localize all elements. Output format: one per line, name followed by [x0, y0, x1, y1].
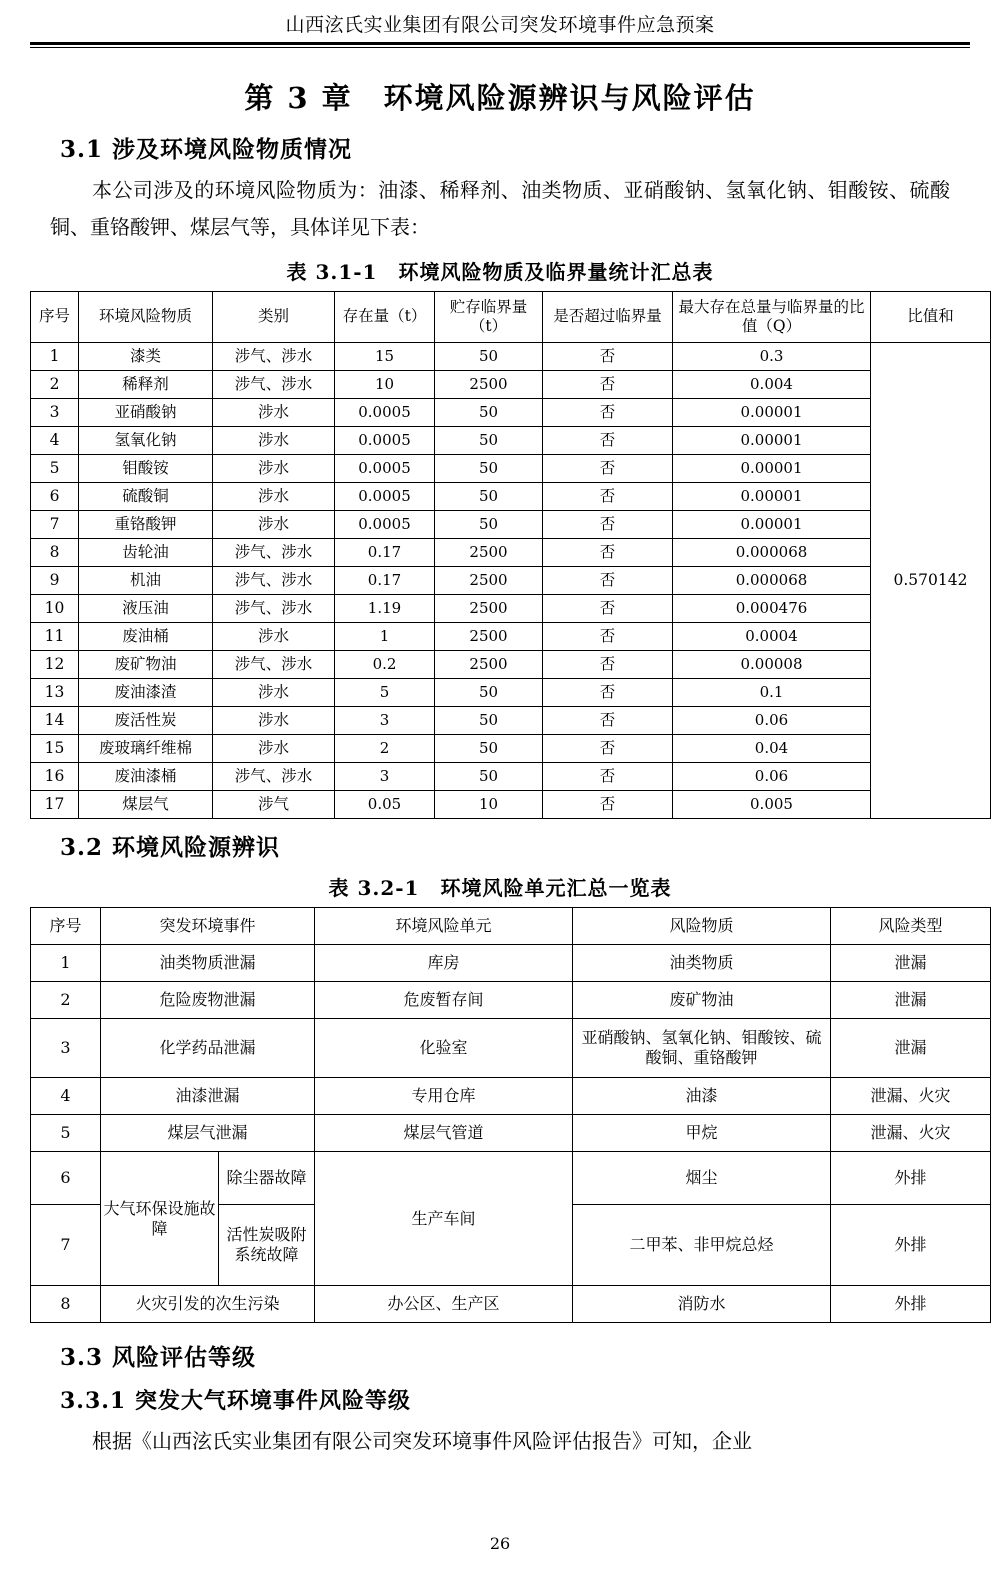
cell-amount: 3 — [335, 707, 435, 735]
col-header-category: 类别 — [213, 292, 335, 343]
cell-amount: 1.19 — [335, 595, 435, 623]
cell-substance: 齿轮油 — [79, 539, 213, 567]
cell-amount: 15 — [335, 343, 435, 371]
cell-no: 1 — [31, 945, 101, 982]
cell-category: 涉水 — [213, 427, 335, 455]
cell-event: 油类物质泄漏 — [101, 945, 315, 982]
risk-substance-table — [30, 291, 991, 819]
cell-q: 0.06 — [673, 707, 871, 735]
cell-amount: 0.17 — [335, 567, 435, 595]
cell-substance: 机油 — [79, 567, 213, 595]
cell-exceed: 否 — [543, 763, 673, 791]
table-row — [31, 539, 991, 567]
cell-type: 泄漏、火灾 — [831, 1078, 991, 1115]
col-header-q: 最大存在总量与临界量的比值（Q） — [673, 292, 871, 343]
col-header-amount: 存在量（t） — [335, 292, 435, 343]
cell-substance: 亚硝酸钠 — [79, 399, 213, 427]
cell-no: 1 — [31, 343, 79, 371]
cell-substance: 稀释剂 — [79, 371, 213, 399]
cell-unit: 专用仓库 — [315, 1078, 573, 1115]
cell-amount: 0.05 — [335, 791, 435, 819]
cell-no: 4 — [31, 427, 79, 455]
table-3-2-1-caption: 表 3.2-1 环境风险单元汇总一览表 — [328, 876, 672, 900]
cell-threshold: 50 — [435, 343, 543, 371]
cell-q: 0.000068 — [673, 539, 871, 567]
cell-no: 7 — [31, 511, 79, 539]
table-row — [31, 483, 991, 511]
table-row — [31, 735, 991, 763]
col-header-unit: 环境风险单元 — [315, 908, 573, 945]
cell-q: 0.00001 — [673, 399, 871, 427]
cell-type: 泄漏 — [831, 982, 991, 1019]
cell-exceed: 否 — [543, 735, 673, 763]
cell-category: 涉水 — [213, 483, 335, 511]
cell-unit: 办公区、生产区 — [315, 1286, 573, 1323]
cell-category: 涉气、涉水 — [213, 539, 335, 567]
cell-substance: 重铬酸钾 — [79, 511, 213, 539]
cell-type: 外排 — [831, 1205, 991, 1286]
cell-substance: 氢氧化钠 — [79, 427, 213, 455]
table-row — [31, 651, 991, 679]
header-divider — [30, 42, 970, 48]
cell-q: 0.00001 — [673, 483, 871, 511]
cell-threshold: 50 — [435, 399, 543, 427]
cell-threshold: 50 — [435, 511, 543, 539]
cell-category: 涉水 — [213, 679, 335, 707]
section-3-3-1-title: 3.3.1 突发大气环境事件风险等级 — [60, 1388, 411, 1414]
cell-threshold: 2500 — [435, 539, 543, 567]
cell-no: 5 — [31, 455, 79, 483]
cell-type: 泄漏 — [831, 945, 991, 982]
cell-exceed: 否 — [543, 539, 673, 567]
cell-exceed: 否 — [543, 343, 673, 371]
cell-threshold: 50 — [435, 427, 543, 455]
cell-sub-event: 除尘器故障 — [219, 1152, 315, 1205]
table-header-row — [31, 908, 991, 945]
table-3-1-1-caption: 表 3.1-1 环境风险物质及临界量统计汇总表 — [286, 260, 714, 284]
cell-event: 化学药品泄漏 — [101, 1019, 315, 1078]
chapter-title: 第 3 章 环境风险源辨识与风险评估 — [244, 81, 756, 115]
table-row — [31, 945, 991, 982]
cell-exceed: 否 — [543, 651, 673, 679]
section-3-3-1-paragraph: 根据《山西泫氏实业集团有限公司突发环境事件风险评估报告》可知，企业 — [92, 1429, 752, 1453]
cell-category: 涉气 — [213, 791, 335, 819]
cell-exceed: 否 — [543, 483, 673, 511]
col-header-substance: 环境风险物质 — [79, 292, 213, 343]
cell-substance: 亚硝酸钠、氢氧化钠、钼酸铵、硫酸铜、重铬酸钾 — [573, 1019, 831, 1078]
cell-event: 油漆泄漏 — [101, 1078, 315, 1115]
cell-substance: 二甲苯、非甲烷总烃 — [573, 1205, 831, 1286]
col-header-event: 突发环境事件 — [101, 908, 315, 945]
cell-category: 涉水 — [213, 399, 335, 427]
table-row — [31, 595, 991, 623]
cell-category: 涉气、涉水 — [213, 595, 335, 623]
cell-type: 外排 — [831, 1286, 991, 1323]
cell-substance: 漆类 — [79, 343, 213, 371]
table-row — [31, 1286, 991, 1323]
cell-type: 外排 — [831, 1152, 991, 1205]
cell-category: 涉气、涉水 — [213, 567, 335, 595]
cell-substance: 废玻璃纤维棉 — [79, 735, 213, 763]
table-row — [31, 567, 991, 595]
cell-no: 17 — [31, 791, 79, 819]
col-header-no: 序号 — [31, 292, 79, 343]
section-3-2-title: 3.2 环境风险源辨识 — [60, 834, 281, 861]
table-row — [31, 511, 991, 539]
cell-ratio-sum: 0.570142 — [871, 343, 991, 819]
cell-q: 0.000068 — [673, 567, 871, 595]
table-row — [31, 343, 991, 371]
cell-substance: 烟尘 — [573, 1152, 831, 1205]
cell-category: 涉水 — [213, 455, 335, 483]
cell-exceed: 否 — [543, 511, 673, 539]
cell-threshold: 2500 — [435, 595, 543, 623]
table-row — [31, 791, 991, 819]
table-row — [31, 1152, 991, 1205]
cell-substance: 废油漆渣 — [79, 679, 213, 707]
cell-category: 涉水 — [213, 623, 335, 651]
cell-category: 涉气、涉水 — [213, 651, 335, 679]
cell-no: 6 — [31, 483, 79, 511]
cell-amount: 0.0005 — [335, 399, 435, 427]
cell-no: 3 — [31, 399, 79, 427]
col-header-exceed: 是否超过临界量 — [543, 292, 673, 343]
cell-unit-merged: 生产车间 — [315, 1152, 573, 1286]
cell-threshold: 50 — [435, 763, 543, 791]
cell-q: 0.06 — [673, 763, 871, 791]
cell-substance: 钼酸铵 — [79, 455, 213, 483]
cell-substance: 甲烷 — [573, 1115, 831, 1152]
cell-exceed: 否 — [543, 791, 673, 819]
section-3-3-title: 3.3 风险评估等级 — [60, 1344, 257, 1371]
cell-amount: 0.2 — [335, 651, 435, 679]
cell-threshold: 50 — [435, 679, 543, 707]
cell-category: 涉气、涉水 — [213, 343, 335, 371]
cell-threshold: 50 — [435, 483, 543, 511]
cell-no: 13 — [31, 679, 79, 707]
cell-type: 泄漏、火灾 — [831, 1115, 991, 1152]
table-row — [31, 982, 991, 1019]
cell-substance: 硫酸铜 — [79, 483, 213, 511]
cell-threshold: 2500 — [435, 651, 543, 679]
cell-unit: 库房 — [315, 945, 573, 982]
cell-no: 8 — [31, 1286, 101, 1323]
cell-q: 0.0004 — [673, 623, 871, 651]
cell-threshold: 50 — [435, 735, 543, 763]
col-header-no: 序号 — [31, 908, 101, 945]
cell-no: 4 — [31, 1078, 101, 1115]
cell-no: 9 — [31, 567, 79, 595]
cell-q: 0.04 — [673, 735, 871, 763]
cell-event: 火灾引发的次生污染 — [101, 1286, 315, 1323]
cell-threshold: 50 — [435, 455, 543, 483]
table-row — [31, 427, 991, 455]
cell-substance: 废矿物油 — [79, 651, 213, 679]
col-header-type: 风险类型 — [831, 908, 991, 945]
cell-exceed: 否 — [543, 455, 673, 483]
cell-no: 14 — [31, 707, 79, 735]
cell-exceed: 否 — [543, 567, 673, 595]
cell-no: 3 — [31, 1019, 101, 1078]
table-row — [31, 455, 991, 483]
cell-exceed: 否 — [543, 707, 673, 735]
cell-q: 0.00001 — [673, 455, 871, 483]
cell-q: 0.005 — [673, 791, 871, 819]
cell-no: 10 — [31, 595, 79, 623]
cell-amount: 3 — [335, 763, 435, 791]
cell-no: 2 — [31, 982, 101, 1019]
cell-unit: 危废暂存间 — [315, 982, 573, 1019]
cell-no: 15 — [31, 735, 79, 763]
cell-q: 0.00008 — [673, 651, 871, 679]
cell-q: 0.3 — [673, 343, 871, 371]
cell-substance: 废油漆桶 — [79, 763, 213, 791]
cell-q: 0.1 — [673, 679, 871, 707]
col-header-substance: 风险物质 — [573, 908, 831, 945]
cell-no: 16 — [31, 763, 79, 791]
cell-amount: 0.0005 — [335, 427, 435, 455]
cell-exceed: 否 — [543, 399, 673, 427]
page-number: 26 — [489, 1534, 511, 1553]
cell-substance: 消防水 — [573, 1286, 831, 1323]
cell-threshold: 2500 — [435, 567, 543, 595]
table-row — [31, 763, 991, 791]
cell-no: 7 — [31, 1205, 101, 1286]
table-row — [31, 679, 991, 707]
cell-type: 泄漏 — [831, 1019, 991, 1078]
table-row — [31, 1115, 991, 1152]
cell-amount: 0.17 — [335, 539, 435, 567]
cell-event-merged: 大气环保设施故障 — [101, 1152, 219, 1286]
cell-no: 2 — [31, 371, 79, 399]
section-3-1-title: 3.1 涉及环境风险物质情况 — [60, 136, 353, 163]
cell-sub-event: 活性炭吸附系统故障 — [219, 1205, 315, 1286]
cell-threshold: 10 — [435, 791, 543, 819]
cell-no: 12 — [31, 651, 79, 679]
col-header-threshold: 贮存临界量（t） — [435, 292, 543, 343]
risk-substance-table-body — [31, 343, 991, 819]
cell-substance: 煤层气 — [79, 791, 213, 819]
cell-amount: 1 — [335, 623, 435, 651]
table-row — [31, 1019, 991, 1078]
cell-q: 0.00001 — [673, 511, 871, 539]
section-3-1-paragraph: 本公司涉及的环境风险物质为：油漆、稀释剂、油类物质、亚硝酸钠、氢氧化钠、钼酸铵、硫酸铜、重铬酸钾、煤层气等，具体详见下表： — [50, 178, 950, 239]
col-header-ratio-sum: 比值和 — [871, 292, 991, 343]
cell-exceed: 否 — [543, 623, 673, 651]
cell-q: 0.000476 — [673, 595, 871, 623]
table-row — [31, 371, 991, 399]
cell-substance: 液压油 — [79, 595, 213, 623]
cell-threshold: 50 — [435, 707, 543, 735]
risk-unit-table-body — [31, 945, 991, 1323]
cell-amount: 0.0005 — [335, 511, 435, 539]
cell-amount: 2 — [335, 735, 435, 763]
cell-substance: 废矿物油 — [573, 982, 831, 1019]
cell-category: 涉气、涉水 — [213, 371, 335, 399]
cell-exceed: 否 — [543, 679, 673, 707]
cell-q: 0.004 — [673, 371, 871, 399]
cell-no: 11 — [31, 623, 79, 651]
cell-no: 8 — [31, 539, 79, 567]
cell-amount: 5 — [335, 679, 435, 707]
cell-substance: 废活性炭 — [79, 707, 213, 735]
table-row — [31, 623, 991, 651]
cell-category: 涉气、涉水 — [213, 763, 335, 791]
cell-q: 0.00001 — [673, 427, 871, 455]
running-header: 山西泫氏实业集团有限公司突发环境事件应急预案 — [285, 14, 715, 36]
cell-amount: 0.0005 — [335, 455, 435, 483]
cell-exceed: 否 — [543, 371, 673, 399]
cell-event: 危险废物泄漏 — [101, 982, 315, 1019]
cell-threshold: 2500 — [435, 371, 543, 399]
table-row — [31, 399, 991, 427]
cell-unit: 化验室 — [315, 1019, 573, 1078]
table-row — [31, 1078, 991, 1115]
cell-threshold: 2500 — [435, 623, 543, 651]
cell-exceed: 否 — [543, 595, 673, 623]
cell-substance: 废油桶 — [79, 623, 213, 651]
cell-category: 涉水 — [213, 511, 335, 539]
table-row — [31, 707, 991, 735]
cell-unit: 煤层气管道 — [315, 1115, 573, 1152]
table-header-row — [31, 292, 991, 343]
cell-amount: 0.0005 — [335, 483, 435, 511]
cell-category: 涉水 — [213, 707, 335, 735]
cell-exceed: 否 — [543, 427, 673, 455]
cell-amount: 10 — [335, 371, 435, 399]
cell-substance: 油漆 — [573, 1078, 831, 1115]
cell-no: 5 — [31, 1115, 101, 1152]
cell-substance: 油类物质 — [573, 945, 831, 982]
risk-unit-table — [30, 907, 991, 1323]
cell-event: 煤层气泄漏 — [101, 1115, 315, 1152]
cell-no: 6 — [31, 1152, 101, 1205]
cell-category: 涉水 — [213, 735, 335, 763]
